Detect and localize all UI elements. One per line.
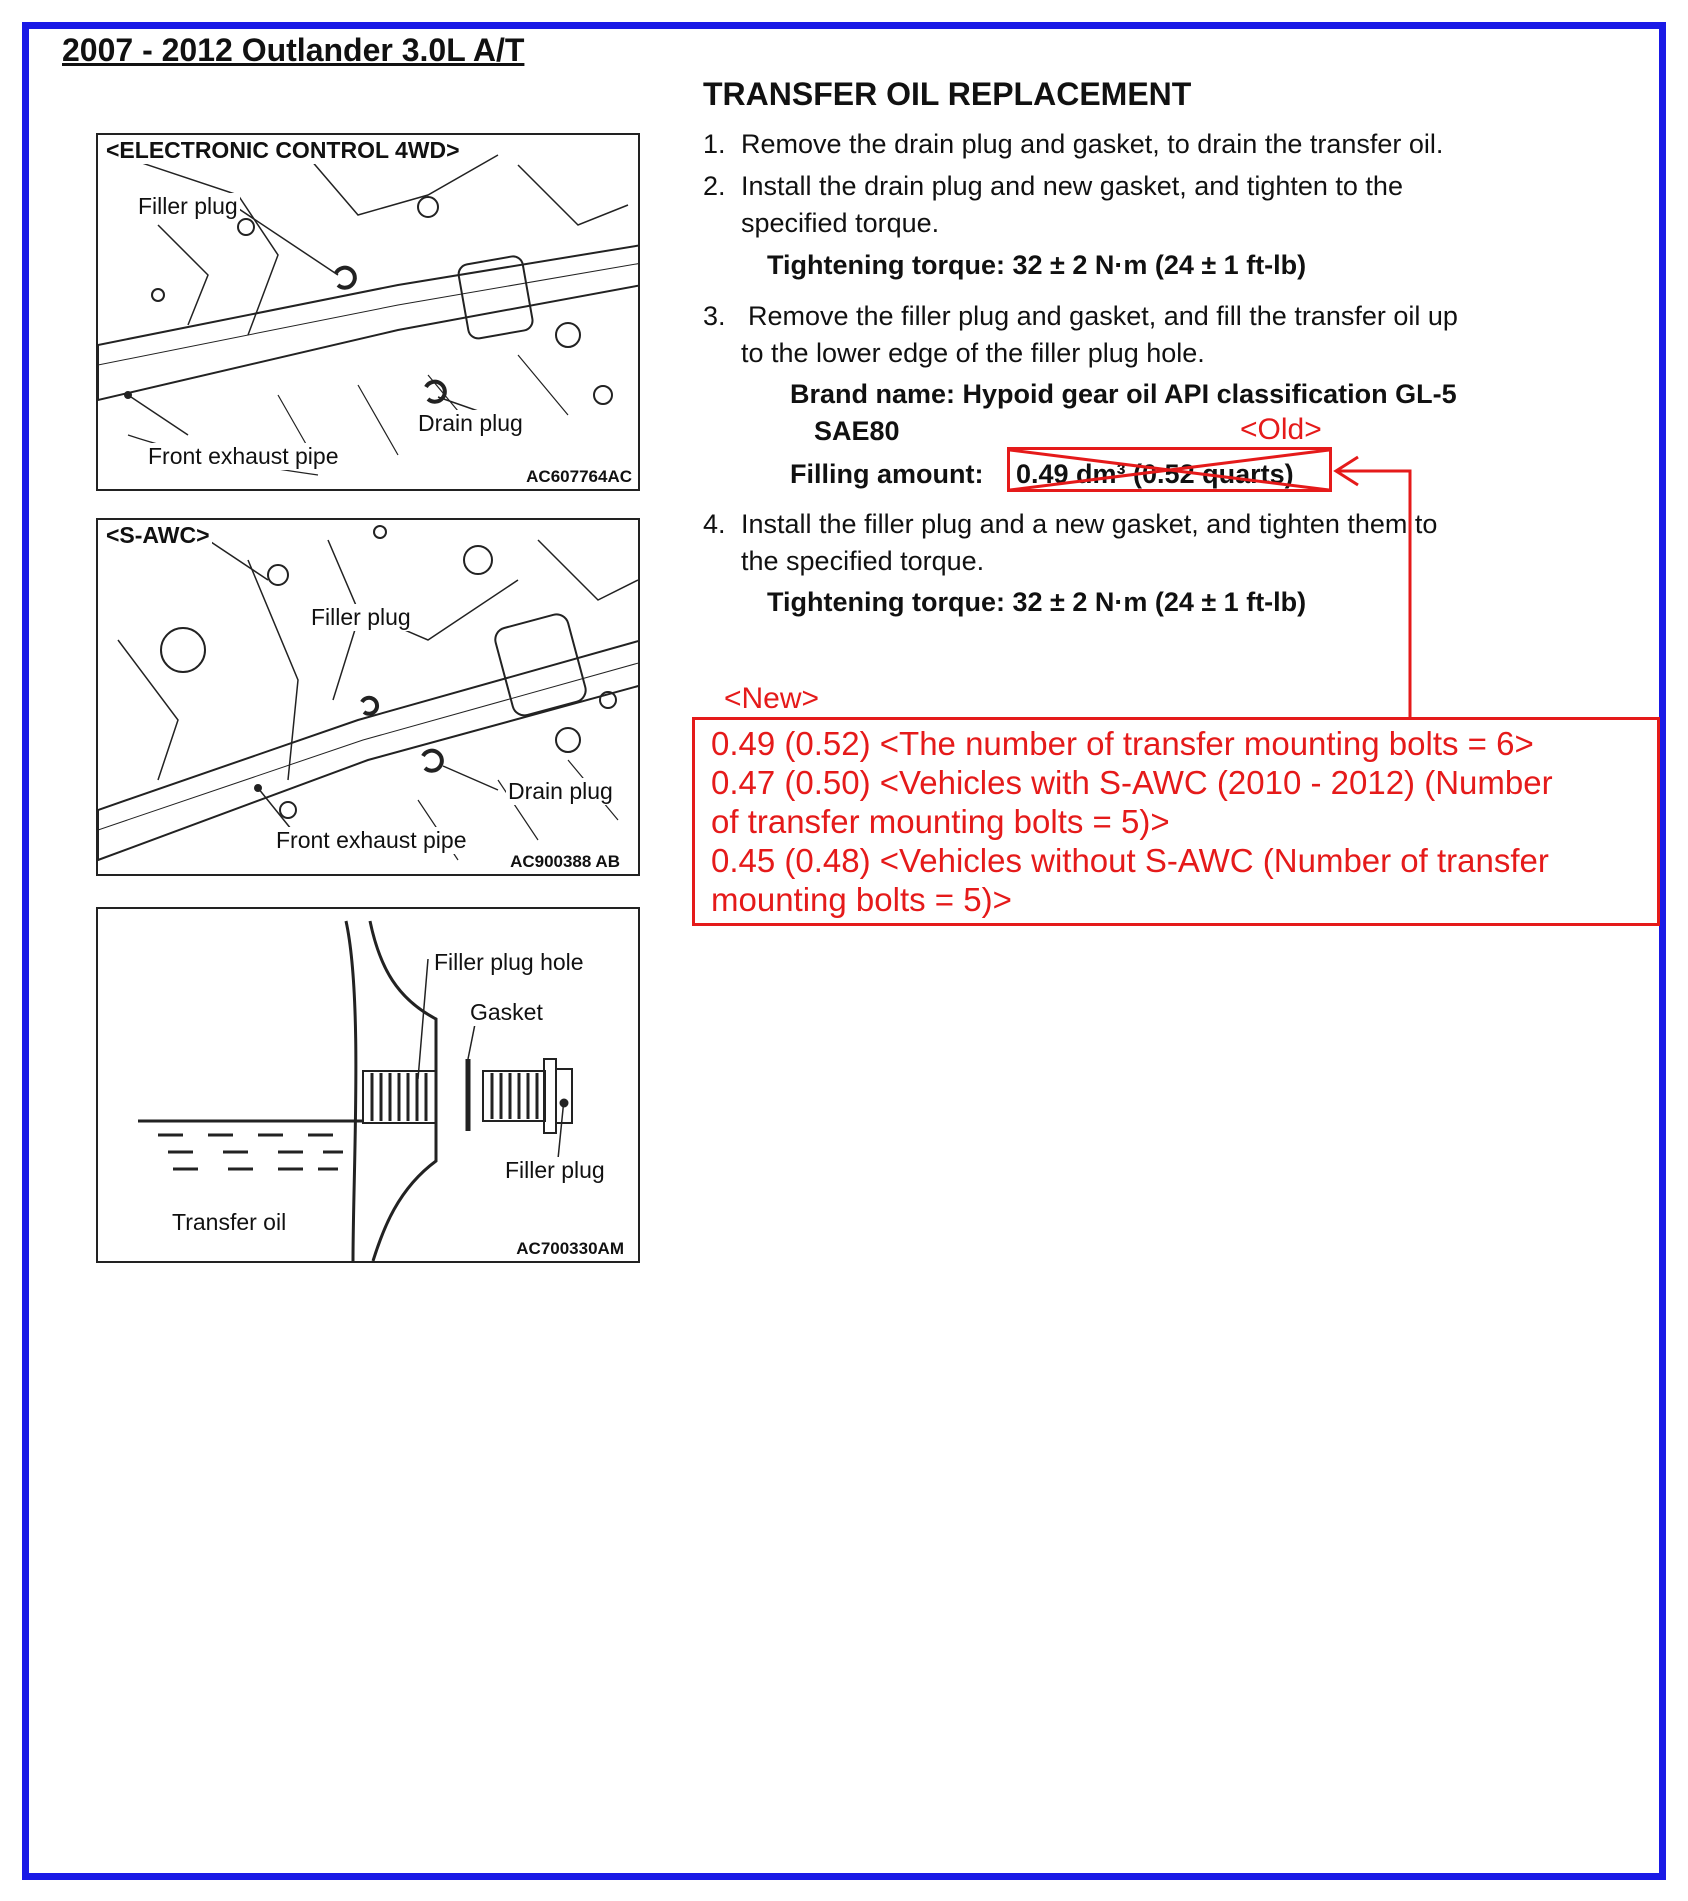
drain-plug-label: Drain plug <box>418 410 523 436</box>
figure-code: AC900388 AB <box>510 852 620 871</box>
document-title: 2007 - 2012 Outlander 3.0L A/T <box>62 32 525 68</box>
filler-plug-label: Filler plug <box>138 193 238 219</box>
front-exhaust-pipe-label: Front exhaust pipe <box>148 443 339 469</box>
transfer-oil-label: Transfer oil <box>172 1209 287 1235</box>
old-label: <Old> <box>1240 413 1322 446</box>
brand-grade-spec: SAE80 <box>814 416 900 446</box>
tightening-torque-spec: Tightening torque: 32 ± 2 N·m (24 ± 1 ft-lb) <box>767 250 1307 280</box>
new-value-line: 0.45 (0.48) <Vehicles without S-AWC (Number of transfer <box>711 842 1549 879</box>
new-value-line: 0.49 (0.52) <The number of transfer mounting bolts = 6> <box>711 725 1534 762</box>
tightening-torque-spec: Tightening torque: 32 ± 2 N·m (24 ± 1 ft-lb) <box>767 587 1307 617</box>
step-number: 2. <box>703 171 726 201</box>
front-exhaust-pipe-label: Front exhaust pipe <box>276 827 467 853</box>
step-number: 3. <box>703 301 726 331</box>
new-value-line: of transfer mounting bolts = 5)> <box>711 803 1170 840</box>
undercarriage-drawing <box>98 520 640 876</box>
undercarriage-drawing <box>98 135 640 491</box>
step-number: 4. <box>703 509 726 539</box>
figure-title: <ELECTRONIC CONTROL 4WD> <box>106 137 460 163</box>
filling-amount-old-value: 0.49 dm³ (0.52 quarts) <box>1016 459 1294 489</box>
figure-code: AC700330AM <box>516 1239 624 1258</box>
filler-plug-hole-label: Filler plug hole <box>434 949 584 975</box>
gasket-label: Gasket <box>470 999 543 1025</box>
new-value-line: 0.47 (0.50) <Vehicles with S-AWC (2010 - 2012) (Number <box>711 764 1553 801</box>
filler-plug-label: Filler plug <box>505 1157 605 1183</box>
step-text: the specified torque. <box>741 546 985 576</box>
new-label: <New> <box>724 682 820 715</box>
section-title: TRANSFER OIL REPLACEMENT <box>703 76 1192 112</box>
new-value-line: mounting bolts = 5)> <box>711 881 1012 918</box>
step-text: Remove the filler plug and gasket, and fill the transfer oil up <box>748 301 1458 331</box>
step-text: Install the filler plug and a new gasket, and tighten them to <box>741 509 1438 539</box>
filling-amount-label: Filling amount: <box>790 459 984 489</box>
brand-name-spec: Brand name: Hypoid gear oil API classification GL-5 <box>790 379 1457 409</box>
figure-s-awc <box>96 518 640 876</box>
step-text: Remove the drain plug and gasket, to drain the transfer oil. <box>741 129 1444 159</box>
drain-plug-label: Drain plug <box>508 778 613 804</box>
step-text: to the lower edge of the filler plug hole. <box>741 338 1205 368</box>
figure-filler-plug-hole <box>96 907 640 1263</box>
step-text: specified torque. <box>741 208 940 238</box>
figure-electronic-4wd <box>96 133 640 491</box>
figure-title: <S-AWC> <box>106 522 210 548</box>
step-number: 1. <box>703 129 726 159</box>
connector-line <box>1338 471 1410 717</box>
filler-plug-label: Filler plug <box>311 604 411 630</box>
figure-code: AC607764AC <box>526 467 632 486</box>
step-text: Install the drain plug and new gasket, and tighten to the <box>741 171 1403 201</box>
